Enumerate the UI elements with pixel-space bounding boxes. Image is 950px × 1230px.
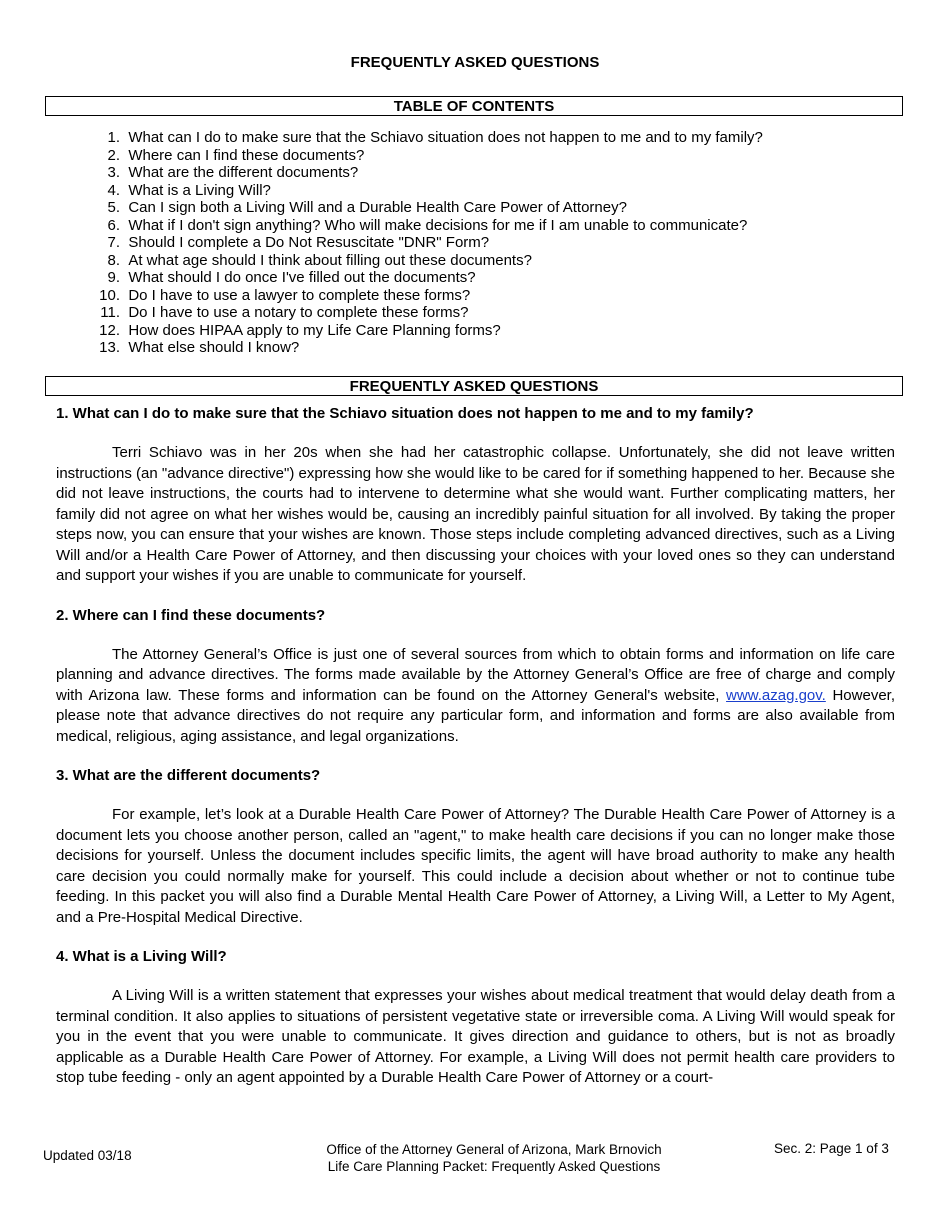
- toc-number: 7.: [107, 234, 120, 251]
- toc-item-7[interactable]: [80, 234, 900, 252]
- faq-content: [56, 404, 895, 1108]
- table-of-contents: [80, 129, 900, 357]
- toc-number: 6.: [107, 216, 120, 234]
- toc-text: At what age should I think about filling out these documents?: [128, 251, 532, 269]
- question-2-body-text-cont: However, please note that advance directives do not require any particular form, and information and forms are also available from medical, religious, aging assistance, and legal organizations.: [56, 686, 895, 745]
- toc-text: Should I complete a Do Not Resuscitate "DNR" Form?: [128, 234, 490, 251]
- toc-text: What if I don't sign anything? Who will make decisions for me if I am unable to communicate?: [128, 216, 748, 234]
- toc-item-10[interactable]: [80, 287, 900, 305]
- toc-text: Do I have to use a lawyer to complete these forms?: [128, 286, 471, 304]
- footer-page-number: Sec. 2: Page 1 of 3: [774, 1141, 889, 1156]
- toc-text: Do I have to use a notary to complete these forms?: [128, 304, 469, 321]
- toc-text: How does HIPAA apply to my Life Care Planning forms?: [128, 321, 501, 339]
- toc-number: 5.: [107, 199, 120, 216]
- faq-header: FREQUENTLY ASKED QUESTIONS: [45, 376, 903, 396]
- toc-item-13[interactable]: [80, 339, 900, 357]
- toc-text: What is a Living Will?: [128, 181, 271, 199]
- toc-item-3[interactable]: [80, 164, 900, 182]
- toc-number: 4.: [107, 181, 120, 199]
- toc-item-4[interactable]: [80, 182, 900, 200]
- toc-item-1[interactable]: [80, 129, 900, 147]
- page-title: FREQUENTLY ASKED QUESTIONS: [350, 54, 600, 71]
- question-2-heading: 2. Where can I find these documents?: [56, 606, 326, 624]
- toc-number: 12.: [99, 321, 120, 339]
- azag-website-link[interactable]: www.azag.gov.: [726, 686, 826, 704]
- toc-item-11[interactable]: [80, 304, 900, 322]
- question-1-heading: 1. What can I do to make sure that the Schiavo situation does not happen to me and to my family?: [56, 405, 754, 422]
- toc-number: 9.: [107, 269, 120, 286]
- toc-item-6[interactable]: [80, 217, 900, 235]
- question-3-body: For example, let’s look at a Durable Health Care Power of Attorney? The Durable Health Care Power of Attorney is a document lets you choose another person, called an "agent," to make health care decisions if you can no longer make those decisions for yourself. Unless the document includes specific limits, the agent will have broad authority to make any health care decision you could normally make for yourself. This could include a decision about whether or not to continue tube feeding. In this packet you will also find a Durable Mental Health Care Power of Attorney, a Living Will, a Letter to My Agent, and a Pre-Hospital Medical Directive.: [56, 806, 895, 926]
- toc-text: What should I do once I've filled out the documents?: [128, 269, 476, 286]
- footer-office: Office of the Attorney General of Arizona, Mark Brnovich: [326, 1142, 662, 1157]
- toc-number: 2.: [107, 146, 120, 164]
- toc-text: Where can I find these documents?: [128, 146, 365, 164]
- toc-number: 10.: [99, 286, 120, 304]
- toc-item-8[interactable]: [80, 252, 900, 270]
- toc-text: What are the different documents?: [128, 164, 359, 181]
- toc-item-12[interactable]: [80, 322, 900, 340]
- question-2-body: [56, 645, 895, 748]
- question-4-heading: 4. What is a Living Will?: [56, 948, 227, 965]
- toc-item-9[interactable]: [80, 269, 900, 287]
- question-2-body-text: The Attorney General’s Office is just one of several sources from which to obtain forms and information on life care planning and advance directives. The forms made available by the Attorney General’s Office are free of charge and comply with Arizona law. These forms and information can be found on the Attorney General's website,: [56, 645, 895, 704]
- question-1-body: Terri Schiavo was in her 20s when she had her catastrophic collapse. Unfortunately, she did not leave written instructions (an "advance directive") expressing how she would like to be cared for if something happened to her. Because she did not leave instructions, the courts had to intervene to determine what she would want. Further complicating matters, her family did not agree on what her wishes would be, causing an incredibly painful situation for all involved. By taking the proper steps now, you can ensure that your wishes are known. Those steps include completing advanced directives, such as a Living Will and/or a Health Care Power of Attorney, and then discussing your choices with your loved ones so they can understand and support your wishes if you are unable to communicate for yourself.: [56, 444, 895, 584]
- toc-text: What else should I know?: [128, 339, 300, 356]
- toc-item-2[interactable]: [80, 147, 900, 165]
- question-3-heading: 3. What are the different documents?: [56, 767, 321, 784]
- question-4-body: A Living Will is a written statement that expresses your wishes about medical treatment that would delay death from a terminal condition. It also applies to situations of persistent vegetative state or irreversible coma. A Living Will would speak for you in the event that you were unable to communicate. It gives direction and guidance to others, but is not as broadly applicable as a Durable Health Care Power of Attorney. For example, a Living Will does not permit health care providers to stop tube feeding - only an agent appointed by a Durable Health Care Power of Attorney or a court-: [56, 987, 895, 1086]
- toc-item-5[interactable]: [80, 199, 900, 217]
- toc-number: 13.: [99, 339, 120, 356]
- toc-number: 8.: [107, 251, 120, 269]
- toc-text: Can I sign both a Living Will and a Durable Health Care Power of Attorney?: [128, 199, 627, 216]
- toc-number: 3.: [107, 164, 120, 181]
- footer-updated: Updated 03/18: [43, 1148, 132, 1163]
- toc-number: 1.: [107, 129, 120, 146]
- footer-packet: Life Care Planning Packet: Frequently Asked Questions: [327, 1159, 661, 1174]
- toc-number: 11.: [100, 304, 120, 321]
- toc-text: What can I do to make sure that the Schiavo situation does not happen to me and to my family?: [128, 129, 763, 146]
- toc-header: TABLE OF CONTENTS: [45, 96, 903, 116]
